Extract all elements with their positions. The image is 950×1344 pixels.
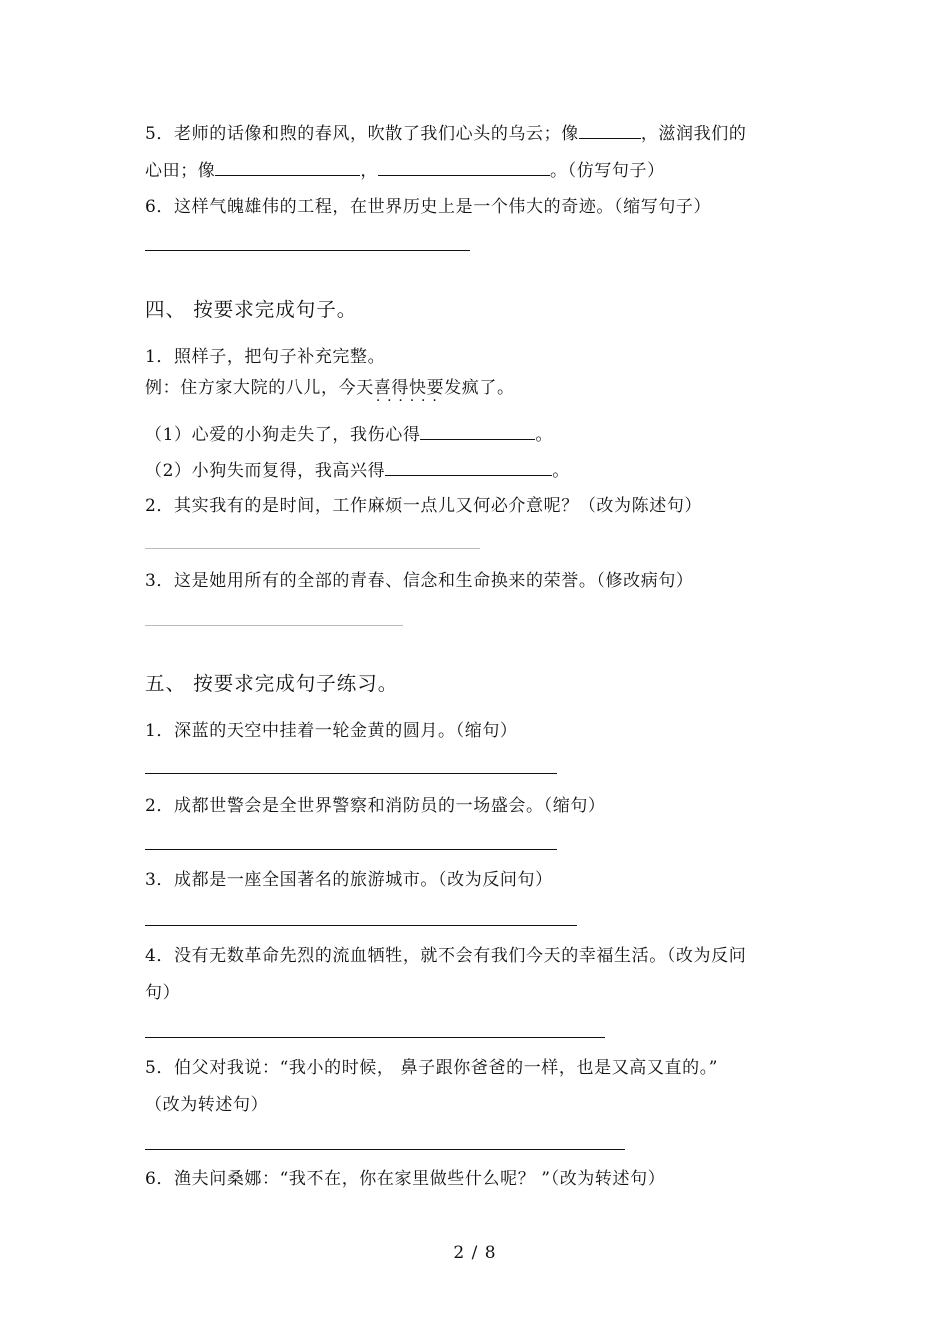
question-text: 。 xyxy=(535,425,554,445)
answer-line[interactable] xyxy=(145,1149,625,1150)
question-text: （2）小狗失而复得，我高兴得 xyxy=(145,461,386,481)
answer-blank[interactable] xyxy=(215,158,360,176)
section-4-heading: 四、 按要求完成句子。 xyxy=(145,298,358,321)
question-3-5-line1 xyxy=(145,121,746,145)
question-5-2: 2．成都世警会是全世界警察和消防员的一场盛会。（缩句） xyxy=(145,796,606,816)
question-4-3: 3．这是她用所有的全部的青春、信念和生命换来的荣誉。（修改病句） xyxy=(145,571,694,591)
page-number: 2 / 8 xyxy=(453,1243,497,1263)
question-5-4-line2: 句） xyxy=(145,983,181,1003)
answer-line[interactable] xyxy=(145,625,403,626)
question-5-1: 1．深蓝的天空中挂着一轮金黄的圆月。（缩句） xyxy=(145,721,518,741)
answer-line[interactable] xyxy=(145,773,557,774)
example-text: 例：住方家大院的八儿，今天 xyxy=(145,378,374,398)
question-text: 心田；像 xyxy=(145,161,216,181)
example-sentence xyxy=(145,377,515,399)
question-3-6: 6．这样气魄雄伟的工程，在世界历史上是一个伟大的奇迹。（缩写句子） xyxy=(145,197,712,217)
question-5-4-line1: 4．没有无数革命先烈的流血牺牲，就不会有我们今天的幸福生活。（改为反问 xyxy=(145,946,747,966)
question-4-1-sub2 xyxy=(145,458,570,482)
example-text: 了。 xyxy=(479,378,515,398)
emphasis-dotted-text: 喜得快要发疯 · · · xyxy=(374,377,480,399)
answer-line[interactable] xyxy=(145,250,470,251)
answer-line[interactable] xyxy=(145,849,557,850)
question-5-5-line2: （改为转述句） xyxy=(145,1095,269,1115)
section-5-heading: 五、 按要求完成句子练习。 xyxy=(145,672,399,695)
question-5-5-line1: 5．伯父对我说：“我小的时候， 鼻子跟你爸爸的一样，也是又高又直的。” xyxy=(145,1058,719,1078)
question-text: （1）心爱的小狗走失了，我伤心得 xyxy=(145,425,421,445)
question-4-1-sub1 xyxy=(145,422,553,446)
question-text: 。 xyxy=(552,461,570,481)
answer-blank[interactable] xyxy=(378,158,550,176)
question-5-6: 6．渔夫问桑娜：“我不在，你在家里做些什么呢？ ”（改为转述句） xyxy=(145,1169,666,1189)
question-5-3: 3．成都是一座全国著名的旅游城市。（改为反问句） xyxy=(145,870,553,890)
question-text: 。（仿写句子） xyxy=(550,161,665,181)
question-text: 5．老师的话像和煦的春风，吹散了我们心头的乌云；像 xyxy=(145,124,579,144)
question-3-5-line2 xyxy=(145,158,665,182)
question-text: ，滋润我们的 xyxy=(640,124,747,144)
question-4-1: 1．照样子，把句子补充完整。 xyxy=(145,347,386,367)
answer-blank[interactable] xyxy=(420,422,535,440)
answer-line[interactable] xyxy=(145,925,577,926)
answer-line[interactable] xyxy=(145,548,480,549)
answer-blank[interactable] xyxy=(385,458,552,476)
answer-line[interactable] xyxy=(145,1037,605,1038)
question-text: ， xyxy=(360,161,379,181)
question-4-2: 2．其实我有的是时间，工作麻烦一点儿又何必介意呢？（改为陈述句） xyxy=(145,496,703,516)
answer-blank[interactable] xyxy=(579,121,641,139)
